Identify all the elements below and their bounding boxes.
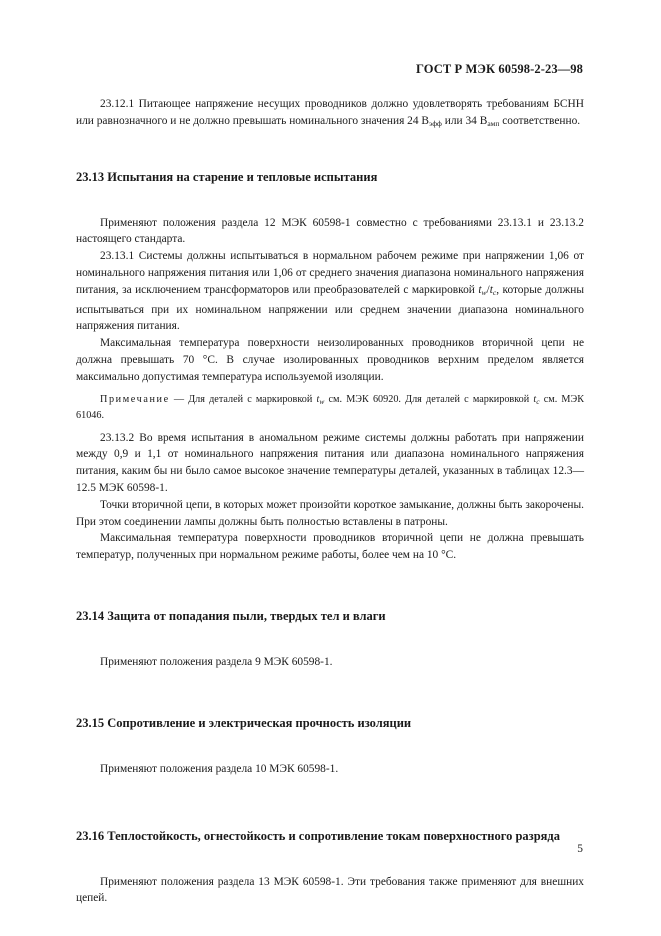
symbol: t <box>478 283 482 296</box>
paragraph: Применяют положения раздела 12 МЭК 60598-1 совместно с требованиями 23.13.1 и 23.13.2 настоящего стандарта. <box>76 216 584 246</box>
paragraph: Применяют положения раздела 10 МЭК 60598-1. <box>100 762 339 775</box>
paragraph-23-13-1 <box>76 248 584 335</box>
note-text: см. МЭК 61046. <box>76 393 584 422</box>
note <box>76 393 584 424</box>
note-text: Для деталей с маркировкой <box>188 393 317 405</box>
paragraph-text: 23.12.1 Питающее напряжение несущих проводников должно удовлетворять требованиям БСНН или равнозначного и не должно превышать номинального значения 24 В <box>76 98 584 127</box>
symbol: t <box>489 283 493 296</box>
paragraph-text: соответственно. <box>499 114 581 127</box>
subscript-amp: амп <box>487 118 500 128</box>
paragraph-text: 23.13.1 Системы должны испытываться в нормальном рабочем режиме при напряжении 1,06 от номинального напряжения питания или 1,06 от среднего значения диапазона номинального напряжения питания, за исключением трансформаторов или преобразователей с маркировкой <box>76 250 584 296</box>
section-heading-23-15: 23.15 Сопротивление и электрическая прочность изоляции <box>76 715 412 730</box>
symbol-sub: w <box>481 287 487 297</box>
symbol-sub: c <box>492 287 497 297</box>
paragraph: Максимальная температура поверхности неизолированных проводников вторичной цепи не должна превышать 70 °С. В случае изолированных проводников верхним пределом является максимально допустимая температура используемой изоляции. <box>76 337 584 383</box>
paragraph-23-13-2: 23.13.2 Во время испытания в аномальном режиме системы должны работать при напряжении между 0,9 и 1,1 от номинального напряжения питания или диапазона номинального напряжения питания, каким бы ни было самое высокое значение температуры деталей, указанных в таблицах 12.3—12.5 МЭК 60598-1. <box>76 431 584 494</box>
paragraph-23-12-1 <box>76 96 584 133</box>
document-body <box>76 96 584 907</box>
note-dash: — <box>169 393 189 405</box>
symbol-sub: c <box>536 396 540 406</box>
section-heading-23-14: 23.14 Защита от попадания пыли, твердых тел и влаги <box>76 608 386 623</box>
paragraph: Точки вторичной цепи, в которых может произойти короткое замыкание, должны быть закорочены. При этом соединении лампы должны быть полностью вставлены в патроны. <box>76 498 584 528</box>
paragraph-text: , которые должны испытываться при их номинальном напряжении или среднем значении диапазона номинального напряжения питания. <box>76 283 584 333</box>
standard-header: ГОСТ Р МЭК 60598-2-23—98 <box>416 62 583 76</box>
paragraph-text: или 34 В <box>441 114 488 127</box>
paragraph: Максимальная температура поверхности проводников вторичной цепи не должна превышать температур, полученных при нормальном режиме работы, более чем на 10 °С. <box>76 532 584 562</box>
section-heading-23-13: 23.13 Испытания на старение и тепловые испытания <box>76 169 378 184</box>
subscript-eff: эфф <box>429 118 442 128</box>
note-label: Примечание <box>100 393 170 405</box>
symbol: t <box>533 393 537 405</box>
note-text: см. МЭК 60920. Для деталей с маркировкой <box>324 393 534 405</box>
section-heading-23-16: 23.16 Теплостойкость, огнестойкость и сопротивление токам поверхностного разряда <box>76 828 560 843</box>
symbol-sub: w <box>319 396 325 406</box>
paragraph: Применяют положения раздела 9 МЭК 60598-1. <box>100 655 333 668</box>
symbol: t <box>316 393 320 405</box>
page-number: 5 <box>577 843 583 855</box>
slash: / <box>486 283 490 296</box>
paragraph: Применяют положения раздела 13 МЭК 60598-1. Эти требования также применяют для внешних цепей. <box>76 875 584 905</box>
